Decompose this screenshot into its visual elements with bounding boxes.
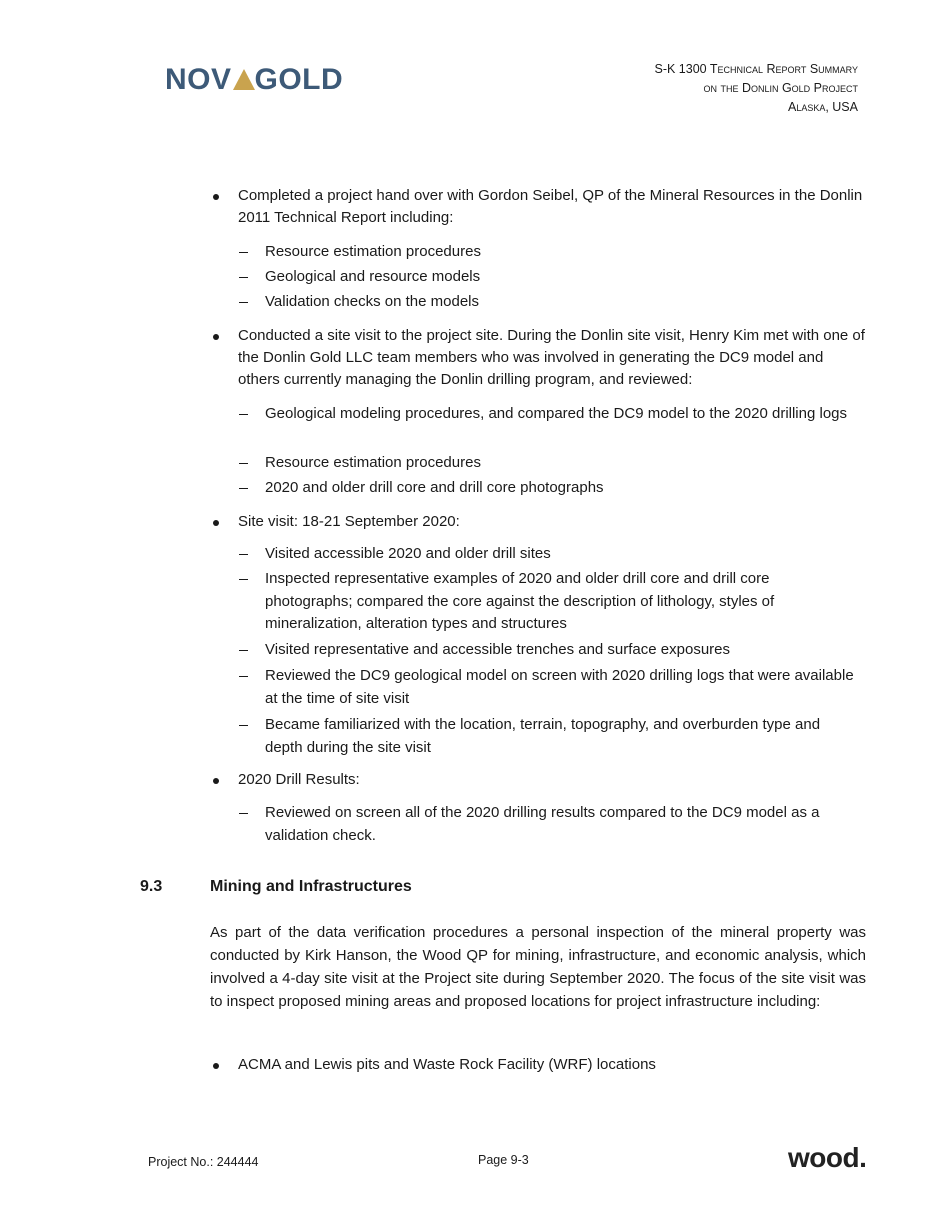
page-number: Page 9-3 <box>478 1153 529 1167</box>
dash-icon <box>239 676 248 677</box>
dash-icon <box>239 252 248 253</box>
bullet-drill-results: 2020 Drill Results: <box>238 769 868 791</box>
bullet-icon <box>213 194 219 200</box>
section-paragraph: As part of the data verification procedures a personal inspection of the mineral property was conducted by Kirk Hanson, the Wood QP for mining, infrastructure, and economic analysis, which involved a 4-day site visit at the Project site during September 2020. The focus of the site visit was to inspect proposed mining areas and proposed locations for project infrastructure including: <box>210 924 866 1010</box>
dash-icon <box>239 463 248 464</box>
dash-icon <box>239 813 248 814</box>
sub-item: Reviewed the DC9 geological model on screen with 2020 drilling logs that were available at the time of site visit <box>265 665 860 710</box>
section-title: Mining and Infrastructures <box>210 878 412 895</box>
dash-icon <box>239 277 248 278</box>
bullet-icon <box>213 334 219 340</box>
dash-icon <box>239 650 248 651</box>
sub-item: Geological and resource models <box>265 266 860 289</box>
sub-item: Became familiarized with the location, terrain, topography, and overburden type and depth during the site visit <box>265 714 860 759</box>
sub-item: 2020 and older drill core and drill core photographs <box>265 477 860 500</box>
logo-triangle-icon <box>233 69 255 90</box>
sub-item: Resource estimation procedures <box>265 452 860 475</box>
sub-item: Reviewed on screen all of the 2020 drilling results compared to the DC9 model as a validation check. <box>265 802 860 847</box>
novagold-logo: NOV GOLD <box>165 63 344 96</box>
wood-logo: wood. <box>788 1142 867 1173</box>
bullet-site-visit-intro: Conducted a site visit to the project site. During the Donlin site visit, Henry Kim met with one of the Donlin Gold LLC team members who was involved in generating the DC9 model and others currently managing the Donlin drilling program, and reviewed: <box>238 325 868 391</box>
header-line-3: Alaska, USA <box>787 100 858 114</box>
sub-item: Validation checks on the models <box>265 291 860 314</box>
bullet-site-visit-dates: Site visit: 18-21 September 2020: <box>238 511 868 533</box>
bullet-handover: Completed a project hand over with Gordon Seibel, QP of the Mineral Resources in the Donlin 2011 Technical Report including: <box>238 185 868 229</box>
sub-item: Resource estimation procedures <box>265 241 860 264</box>
dash-icon <box>239 302 248 303</box>
sub-item: Visited representative and accessible trenches and surface exposures <box>265 639 860 662</box>
header-line-2: on the Donlin Gold Project <box>703 81 858 95</box>
dash-icon <box>239 579 248 580</box>
dash-icon <box>239 488 248 489</box>
sub-item: Inspected representative examples of 2020 and older drill core and drill core photographs; compared the core against the description of lithology, styles of mineralization, alteration types and structures <box>265 568 860 636</box>
header-line-1: S-K 1300 Technical Report Summary <box>654 62 858 76</box>
report-header <box>655 60 859 117</box>
bullet-icon <box>213 520 219 526</box>
dash-icon <box>239 554 248 555</box>
bullet-icon <box>213 1063 219 1069</box>
bullet-icon <box>213 778 219 784</box>
sub-item: Visited accessible 2020 and older drill sites <box>265 543 860 566</box>
project-number: Project No.: 244444 <box>148 1155 259 1169</box>
sub-item: Geological modeling procedures, and compared the DC9 model to the 2020 drilling logs <box>265 403 860 426</box>
bullet-acma-lewis: ACMA and Lewis pits and Waste Rock Facility (WRF) locations <box>238 1054 868 1076</box>
section-number: 9.3 <box>140 878 163 895</box>
dash-icon <box>239 725 248 726</box>
dash-icon <box>239 414 248 415</box>
